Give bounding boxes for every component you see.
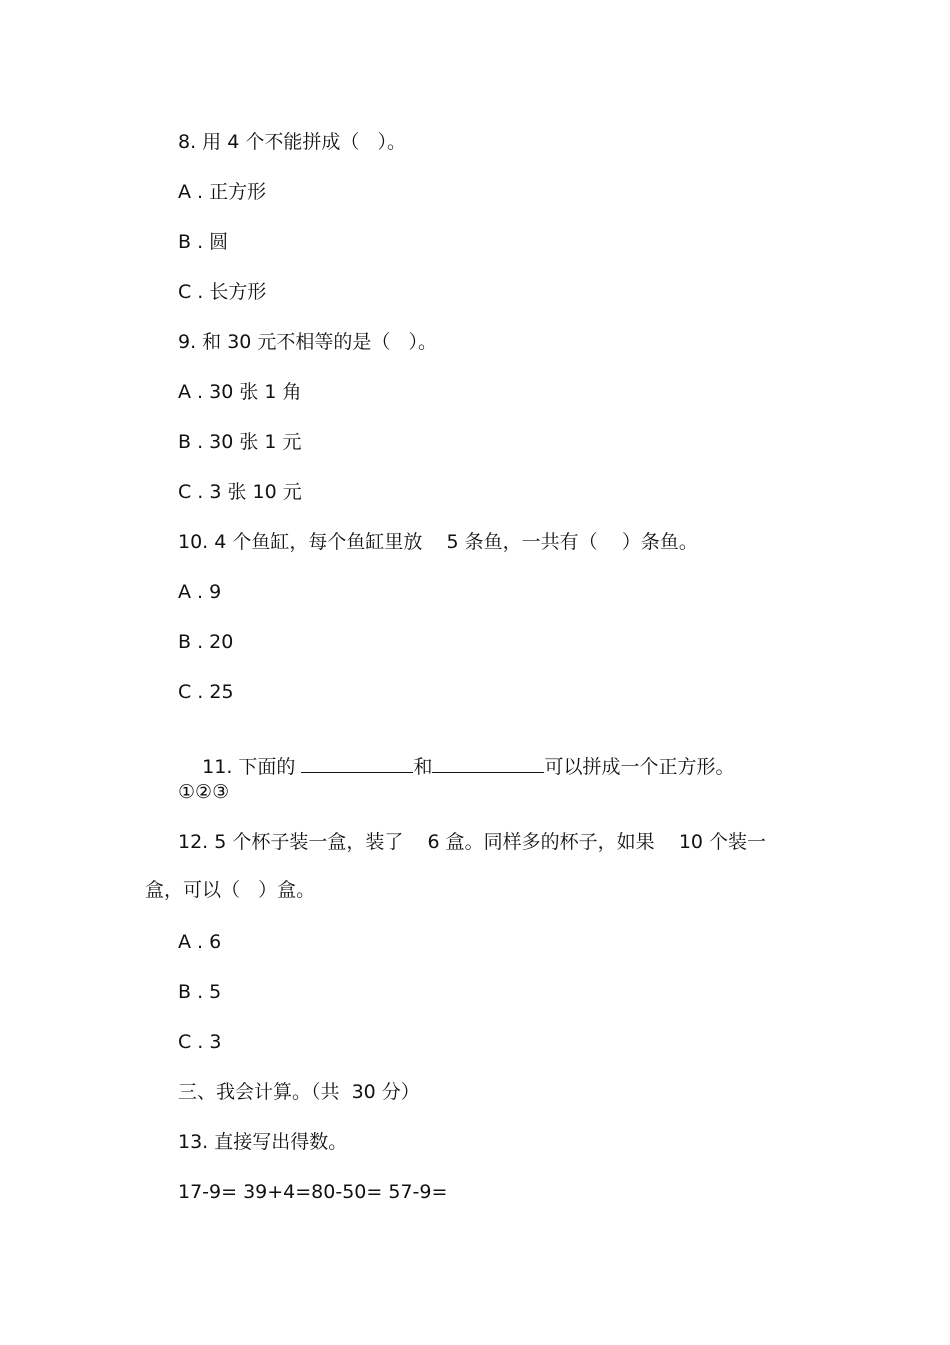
question-11-stem-start: 11. 下面的 bbox=[202, 756, 302, 778]
question-10-option-a: A . 9 bbox=[178, 581, 222, 603]
question-11-figure-labels: ①②③ bbox=[178, 781, 230, 803]
question-12-stem-line2: 盒，可以（ ）盒。 bbox=[145, 879, 316, 901]
question-10-stem: 10. 4 个鱼缸，每个鱼缸里放 5 条鱼，一共有（ ）条鱼。 bbox=[178, 531, 698, 553]
question-12-option-b: B . 5 bbox=[178, 981, 222, 1003]
question-11-stem bbox=[178, 730, 735, 803]
question-9-stem: 9. 和 30 元不相等的是（ ）。 bbox=[178, 331, 438, 353]
question-12-option-c: C . 3 bbox=[178, 1031, 222, 1053]
question-9-option-a: A . 30 张 1 角 bbox=[178, 381, 302, 403]
question-8-option-c: C . 长方形 bbox=[178, 281, 267, 303]
question-8-option-a: A . 正方形 bbox=[178, 181, 267, 203]
question-10-option-c: C . 25 bbox=[178, 681, 234, 703]
question-13-expressions: 17-9= 39+4=80-50= 57-9= bbox=[178, 1181, 448, 1203]
answer-blank-1 bbox=[301, 754, 413, 773]
question-8-option-b: B . 圆 bbox=[178, 231, 229, 253]
answer-blank-2 bbox=[432, 754, 544, 773]
question-12-stem-line1: 12. 5 个杯子装一盒，装了 6 盒。同样多的杯子，如果 10 个装一 bbox=[178, 831, 767, 853]
question-11-stem-middle: 和 bbox=[413, 756, 433, 778]
question-13-stem: 13. 直接写出得数。 bbox=[178, 1131, 348, 1153]
question-8-stem: 8. 用 4 个不能拼成（ ）。 bbox=[178, 131, 406, 153]
question-9-option-c: C . 3 张 10 元 bbox=[178, 481, 302, 503]
question-10-option-b: B . 20 bbox=[178, 631, 234, 653]
question-11-stem-end: 可以拼成一个正方形。 bbox=[544, 756, 735, 778]
question-9-option-b: B . 30 张 1 元 bbox=[178, 431, 302, 453]
section-3-heading: 三、我会计算。（共 30 分） bbox=[178, 1081, 420, 1103]
question-12-option-a: A . 6 bbox=[178, 931, 222, 953]
